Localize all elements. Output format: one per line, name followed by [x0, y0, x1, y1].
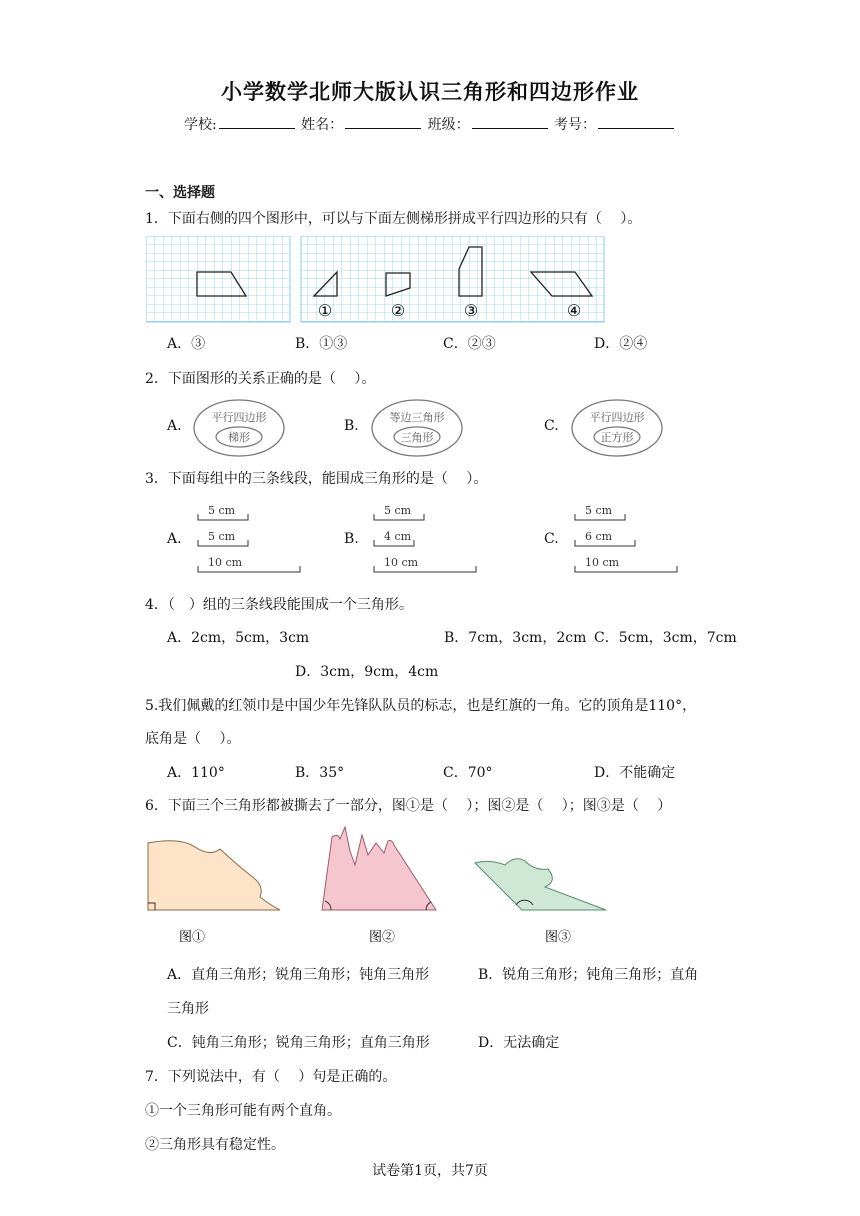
q1-stem: 1．下面右侧的四个图形中，可以与下面左侧梯形拼成平行四边形的只有（ ）。 [145, 211, 642, 227]
seg-b1-label: 5 cm [384, 504, 412, 517]
q3-stem: 3．下面每组中的三条线段，能围成三角形的是（ ）。 [145, 471, 488, 487]
page-footer: 试卷第1页，共7页 [372, 1163, 488, 1179]
venn-a-inner: 梯形 [228, 431, 250, 444]
q3-segments-c [573, 500, 683, 576]
shape-label-2: ② [390, 301, 406, 320]
torn-obtuse-triangle [475, 859, 606, 910]
q4-option-d[interactable]: D．3cm，9cm，4cm [295, 664, 439, 680]
q6-option-b-cont[interactable]: 三角形 [167, 1001, 209, 1017]
name-label: 姓名： [301, 117, 344, 133]
shape-label-1: ① [317, 301, 333, 320]
class-blank[interactable] [472, 114, 548, 129]
fig1-label: 图① [178, 930, 206, 945]
q1-option-d[interactable]: D．②④ [594, 336, 648, 352]
venn-b-inner: 三角形 [400, 431, 434, 444]
shape-label-3: ③ [463, 301, 479, 320]
seg-c1-label: 5 cm [585, 504, 613, 517]
q3-segments-b [372, 500, 482, 576]
q3-option-c-letter[interactable]: C. [544, 531, 559, 547]
q2-option-c-letter[interactable]: C. [544, 418, 559, 434]
left-grid [146, 236, 290, 322]
q1-option-a[interactable]: A．③ [167, 336, 206, 352]
section-heading: 一、选择题 [145, 185, 215, 201]
q5-option-d[interactable]: D．不能确定 [594, 765, 676, 781]
q2-venn-b [370, 398, 465, 458]
shape-label-4: ④ [566, 301, 582, 320]
page-title: 小学数学北师大版认识三角形和四边形作业 [221, 80, 639, 104]
q2-option-a-letter[interactable]: A. [167, 418, 182, 434]
q6-option-a[interactable]: A．直角三角形；锐角三角形；钝角三角形 [167, 967, 430, 983]
q5-option-c[interactable]: C．70° [443, 765, 493, 781]
name-blank[interactable] [345, 114, 421, 129]
q3-option-b-letter[interactable]: B. [344, 531, 359, 547]
q2-stem: 2．下面图形的关系正确的是（ ）。 [145, 371, 376, 387]
seg-a1-label: 5 cm [208, 504, 236, 517]
fig2-label: 图② [368, 930, 396, 945]
q5-stem-line1: 5.我们佩戴的红领巾是中国少年先锋队队员的标志，也是红旗的一角。它的顶角是110°， [145, 698, 697, 714]
q6-option-c[interactable]: C．钝角三角形；锐角三角形；直角三角形 [167, 1035, 430, 1051]
venn-c-inner: 正方形 [600, 431, 634, 444]
q1-grid-figure [146, 236, 606, 324]
q2-venn-c [570, 398, 665, 458]
right-grid [301, 236, 604, 322]
q6-stem: 6．下面三个三角形都被撕去了一部分，图①是（ ）；图②是（ ）；图③是（ ） [145, 798, 672, 814]
seg-b2-label: 4 cm [384, 530, 412, 543]
q5-option-a[interactable]: A．110° [167, 765, 225, 781]
seg-b3-label: 10 cm [384, 556, 419, 569]
q5-option-b[interactable]: B．35° [295, 765, 345, 781]
q5-stem-line2: 底角是（ ）。 [145, 731, 241, 747]
seg-a3-label: 10 cm [208, 556, 243, 569]
torn-right-triangle [148, 841, 280, 910]
seg-c3-label: 10 cm [585, 556, 620, 569]
torn-acute-triangle [322, 827, 436, 910]
q1-option-c[interactable]: C．②③ [443, 336, 496, 352]
q7-statement-2: ②三角形具有稳定性。 [145, 1137, 285, 1153]
q2-venn-a [192, 398, 287, 458]
q7-stem: 7．下列说法中，有（ ）句是正确的。 [145, 1069, 397, 1085]
q6-option-d[interactable]: D．无法确定 [478, 1035, 560, 1051]
q6-option-b[interactable]: B．锐角三角形；钝角三角形；直角 [478, 967, 699, 983]
q1-option-b[interactable]: B．①③ [295, 336, 348, 352]
q3-option-a-letter[interactable]: A. [167, 531, 182, 547]
school-label: 学校: [183, 117, 217, 133]
q4-option-a[interactable]: A．2cm，5cm，3cm [167, 630, 310, 646]
seg-c2-label: 6 cm [585, 530, 613, 543]
q4-option-b[interactable]: B．7cm，3cm，2cm [444, 630, 587, 646]
q2-option-b-letter[interactable]: B. [344, 418, 359, 434]
venn-a-outer: 平行四边形 [211, 411, 267, 424]
fig3-label: 图③ [544, 930, 572, 945]
venn-c-outer: 平行四边形 [589, 411, 645, 424]
venn-b-outer: 等边三角形 [389, 411, 445, 424]
q7-statement-1: ①一个三角形可能有两个直角。 [145, 1103, 341, 1119]
q6-torn-triangles [140, 825, 620, 950]
exam-no-label: 考号： [554, 117, 597, 133]
q3-segments-a [196, 500, 306, 576]
school-blank[interactable] [219, 114, 295, 129]
q4-option-c[interactable]: C．5cm，3cm，7cm [594, 630, 737, 646]
seg-a2-label: 5 cm [208, 530, 236, 543]
q4-stem: 4．（ ）组的三条线段能围成一个三角形。 [145, 597, 413, 613]
student-info-line [0, 114, 860, 134]
exam-no-blank[interactable] [598, 114, 674, 129]
class-label: 班级： [427, 117, 470, 133]
